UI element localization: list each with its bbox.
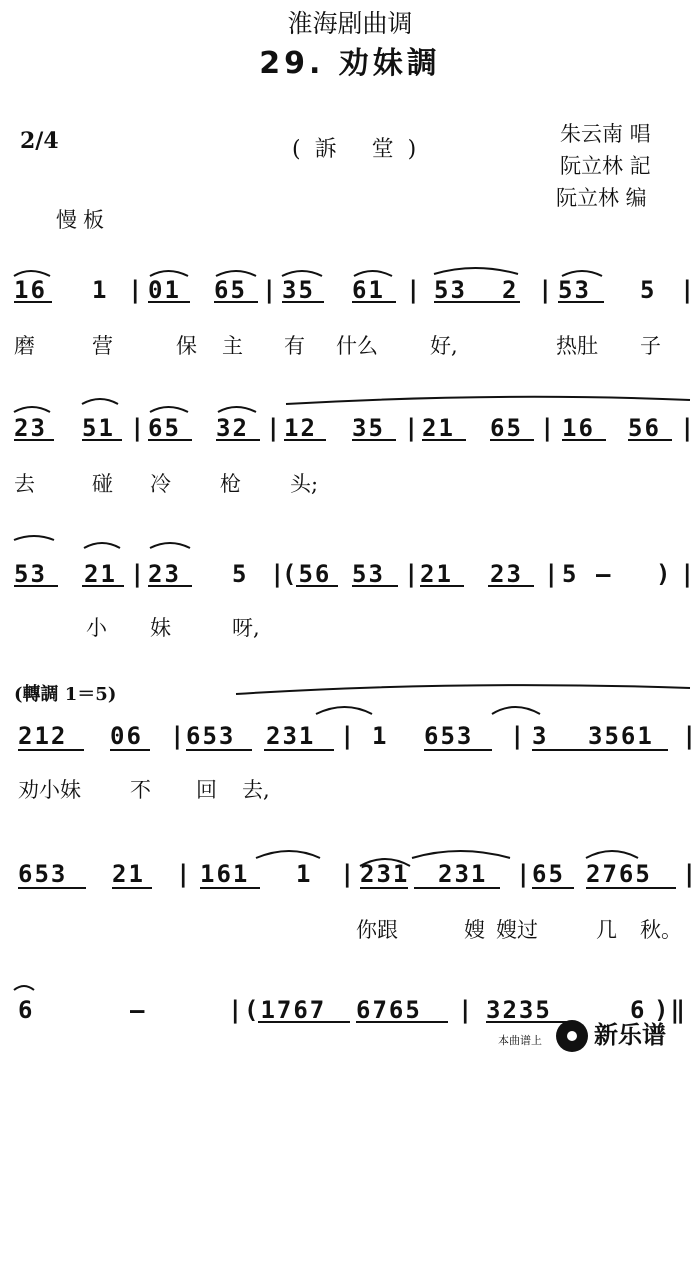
note: 2765: [586, 860, 652, 888]
barline: |: [680, 414, 697, 442]
barline: |: [404, 560, 421, 588]
note: 5: [232, 560, 249, 588]
barline: |: [680, 560, 697, 588]
note: 35: [352, 414, 385, 442]
note: —: [596, 560, 613, 588]
note: 1: [296, 860, 313, 888]
note: 212: [18, 722, 68, 750]
end-barline: )‖: [654, 996, 687, 1024]
music-disc-icon: [556, 1020, 588, 1052]
note: 653: [424, 722, 474, 750]
barline: |: [270, 560, 287, 588]
barline: |: [404, 414, 421, 442]
lyric: 有: [284, 334, 305, 358]
barline: |: [538, 276, 555, 304]
barline: |: [458, 996, 475, 1024]
note: (56: [282, 560, 332, 588]
note: 32: [216, 414, 249, 442]
note: 53: [14, 560, 47, 588]
note: 53: [558, 276, 591, 304]
note: —: [130, 996, 147, 1024]
barline: |: [128, 276, 145, 304]
credit-notation: 阮立林 記: [560, 154, 651, 178]
note: 5: [562, 560, 579, 588]
barline: |: [516, 860, 533, 888]
note: 1: [372, 722, 389, 750]
tempo-marking: 慢板: [56, 208, 110, 232]
watermark-caption: 本曲谱上: [498, 1034, 542, 1047]
lyric: 热肚: [556, 334, 598, 358]
note: 53: [352, 560, 385, 588]
note: 06: [110, 722, 143, 750]
note: 21: [420, 560, 453, 588]
score-row-4-notes: [0, 722, 700, 762]
note: 6765: [356, 996, 422, 1024]
barline: |: [266, 414, 283, 442]
lyric: 秋。: [640, 918, 682, 942]
barline: |: [130, 560, 147, 588]
score-row-2-notes: [0, 414, 700, 454]
lyric: 几: [596, 918, 617, 942]
credit-arranger: 阮立林 编: [556, 186, 647, 210]
lyric: 枪: [220, 472, 241, 496]
note: 65: [148, 414, 181, 442]
note: 65: [490, 414, 523, 442]
note: 21: [422, 414, 455, 442]
paren: ): [656, 560, 673, 588]
note: 1: [92, 276, 109, 304]
note: 2: [502, 276, 519, 304]
barline: |: [510, 722, 527, 750]
lyric: 碰: [92, 472, 113, 496]
barline: |: [176, 860, 193, 888]
note: 65: [214, 276, 247, 304]
note: 16: [14, 276, 47, 304]
note: 16: [562, 414, 595, 442]
note: 653: [18, 860, 68, 888]
lyric: 不: [130, 778, 151, 802]
collection-title: 淮海剧曲调: [287, 9, 413, 38]
note: 3235: [486, 996, 552, 1024]
barline: |: [406, 276, 423, 304]
barline: |: [680, 276, 697, 304]
lyric: 保: [176, 334, 197, 358]
note: 23: [148, 560, 181, 588]
lyric: 头;: [290, 472, 319, 496]
lyric: 呀,: [232, 616, 260, 640]
barline: |: [130, 414, 147, 442]
lyric: 嫂过: [496, 918, 538, 942]
lyric: 冷: [150, 472, 171, 496]
song-subtitle: (訴 堂): [292, 137, 431, 162]
lyric: 妹: [150, 616, 171, 640]
barline: |: [228, 996, 245, 1024]
watermark-site-name: 新乐谱: [594, 1021, 666, 1049]
time-signature: 2/4: [20, 128, 59, 154]
site-watermark: [494, 1014, 694, 1054]
lyric: 营: [92, 334, 113, 358]
note: (1767: [244, 996, 327, 1024]
lyric: 去: [14, 472, 35, 496]
note: 56: [628, 414, 661, 442]
lyric: 回: [196, 778, 217, 802]
note: 3561: [588, 722, 654, 750]
lyric: 小: [86, 616, 107, 640]
credit-singer: 朱云南 唱: [560, 122, 651, 146]
barline: |: [544, 560, 561, 588]
note: 6: [18, 996, 35, 1024]
score-row-5-notes: [0, 860, 700, 900]
key-change-marking: (轉調 1＝5): [14, 684, 117, 705]
note: 23: [490, 560, 523, 588]
note: 5: [640, 276, 657, 304]
lyric: 你跟: [356, 918, 398, 942]
lyric: 磨: [14, 334, 35, 358]
barline: |: [340, 860, 357, 888]
note: 231: [438, 860, 488, 888]
note: 231: [360, 860, 410, 888]
note: 21: [84, 560, 117, 588]
lyric: 什么: [336, 334, 378, 358]
note: 65: [532, 860, 565, 888]
barline: |: [340, 722, 357, 750]
song-title: 29. 劝妹調: [259, 46, 441, 81]
score-row-1-notes: [0, 276, 700, 316]
score-row-3-notes: [0, 560, 700, 600]
note: 01: [148, 276, 181, 304]
note: 35: [282, 276, 315, 304]
note: 6: [630, 996, 647, 1024]
note: 21: [112, 860, 145, 888]
barline: |: [540, 414, 557, 442]
lyric: 嫂: [464, 918, 485, 942]
lyric: 子: [640, 334, 661, 358]
note: 61: [352, 276, 385, 304]
lyric: 劝小妹: [18, 778, 81, 802]
note: 231: [266, 722, 316, 750]
note: 653: [186, 722, 236, 750]
lyric: 去,: [242, 778, 270, 802]
note: 161: [200, 860, 250, 888]
note: 53: [434, 276, 467, 304]
note: 51: [82, 414, 115, 442]
note: 12: [284, 414, 317, 442]
note: 23: [14, 414, 47, 442]
lyric: 好,: [430, 334, 458, 358]
note: 3: [532, 722, 549, 750]
barline: |: [682, 860, 699, 888]
barline: |: [262, 276, 279, 304]
barline: |: [682, 722, 699, 750]
barline: |: [170, 722, 187, 750]
lyric: 主: [222, 334, 243, 358]
